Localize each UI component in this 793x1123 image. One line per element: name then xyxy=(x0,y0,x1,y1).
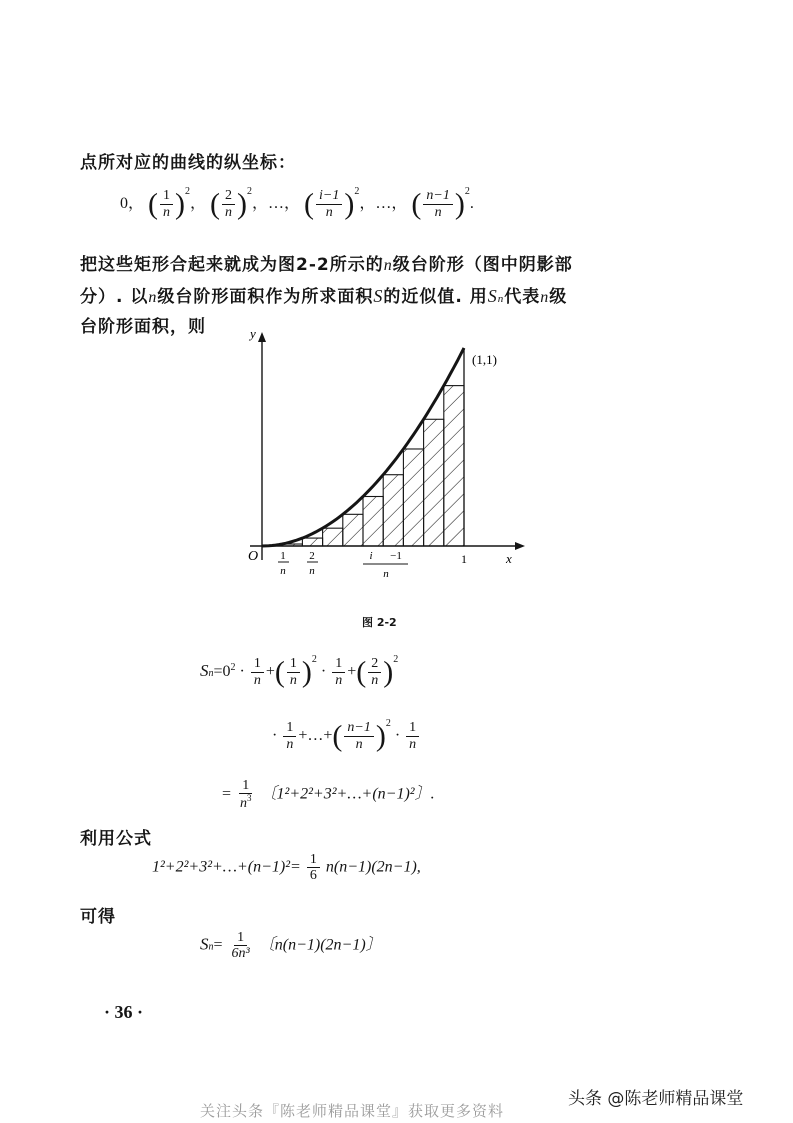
y-axis-arrow xyxy=(258,332,266,342)
sum-of-squares-identity: 1²+2²+3²+…+(n−1)²= $\frac{1}{6}$ n(n−1)(2n−1), xyxy=(152,852,421,884)
ordinates-list: 0， ( $\frac{1}{n}$ )$^2$， ( $\frac{2}{n}$ )$^2$，…， ( $\frac{i-1}{n}$ )$^2$，…， ( $\frac{n-1}{n}$ )$^2$. xyxy=(120,186,474,221)
tick-i-den: n xyxy=(383,568,389,580)
x-axis-arrow xyxy=(515,542,525,550)
tick-1-num: 1 xyxy=(280,550,286,562)
text-line-1: 点所对应的曲线的纵坐标： xyxy=(80,153,296,173)
point-label: (1,1) xyxy=(472,352,497,367)
text-line-4: 台阶形面积，则 xyxy=(80,317,206,337)
formula-label: 利用公式 xyxy=(80,829,152,849)
x-axis-label: x xyxy=(506,551,512,566)
step-rect xyxy=(444,386,464,546)
text-line-3: 分）. 以n级台阶形面积作为所求面积S的近似值. 用Sn代表n级 xyxy=(80,286,568,307)
step-rect xyxy=(323,528,343,546)
result-label: 可得 xyxy=(80,907,116,927)
step-rect xyxy=(383,475,403,546)
tick-i-dash: −1 xyxy=(390,550,402,562)
tick-2-num: 2 xyxy=(309,550,315,562)
step-rect xyxy=(343,514,363,546)
final-result: Sn= $\frac{1}{\text{6n³}}$ 〔n(n−1)(2n−1)〕 xyxy=(200,930,382,962)
step-rect xyxy=(363,497,383,547)
equation-sn-line1: $Sn=0^2$ · $\frac{1}{n}$ +( $\frac{1}{n}$ )$^2$ · $\frac{1}{n}$ +( $\frac{2}{n}$ )$^2$ xyxy=(200,654,399,689)
step-rect xyxy=(302,538,322,546)
tick-i-num: i xyxy=(369,550,373,562)
step-rectangles xyxy=(282,386,464,546)
step-rect xyxy=(403,449,423,546)
figure-2-2 xyxy=(230,320,550,590)
watermark-text: 关注头条『陈老师精品课堂』获取更多资料 xyxy=(200,1102,505,1120)
y-axis-label: y xyxy=(250,326,256,341)
text-line-2: 把这些矩形合起来就成为图2-2所示的n级台阶形（图中阴影部 xyxy=(80,255,573,275)
step-rect xyxy=(424,419,444,546)
equation-sn-line2: · $\frac{1}{n}$ +…+( $\frac{n-1}{n}$ )$^2$ · $\frac{1}{n}$ xyxy=(272,718,421,752)
figure-caption: 图 2-2 xyxy=(362,616,397,629)
page-number: · 36 · xyxy=(104,1002,144,1022)
tick-2-den: n xyxy=(309,565,315,577)
equation-sn-line3: = $\frac{1}{n^3}$ 〔1²+2²+3²+…+(n−1)²〕. xyxy=(222,778,435,812)
origin-label: O xyxy=(248,549,259,564)
zero: 0， xyxy=(120,195,145,212)
tick-1-den: n xyxy=(280,565,286,577)
brand-handle: 头条 @陈老师精品课堂 xyxy=(568,1089,744,1109)
tick-one: 1 xyxy=(461,552,467,566)
